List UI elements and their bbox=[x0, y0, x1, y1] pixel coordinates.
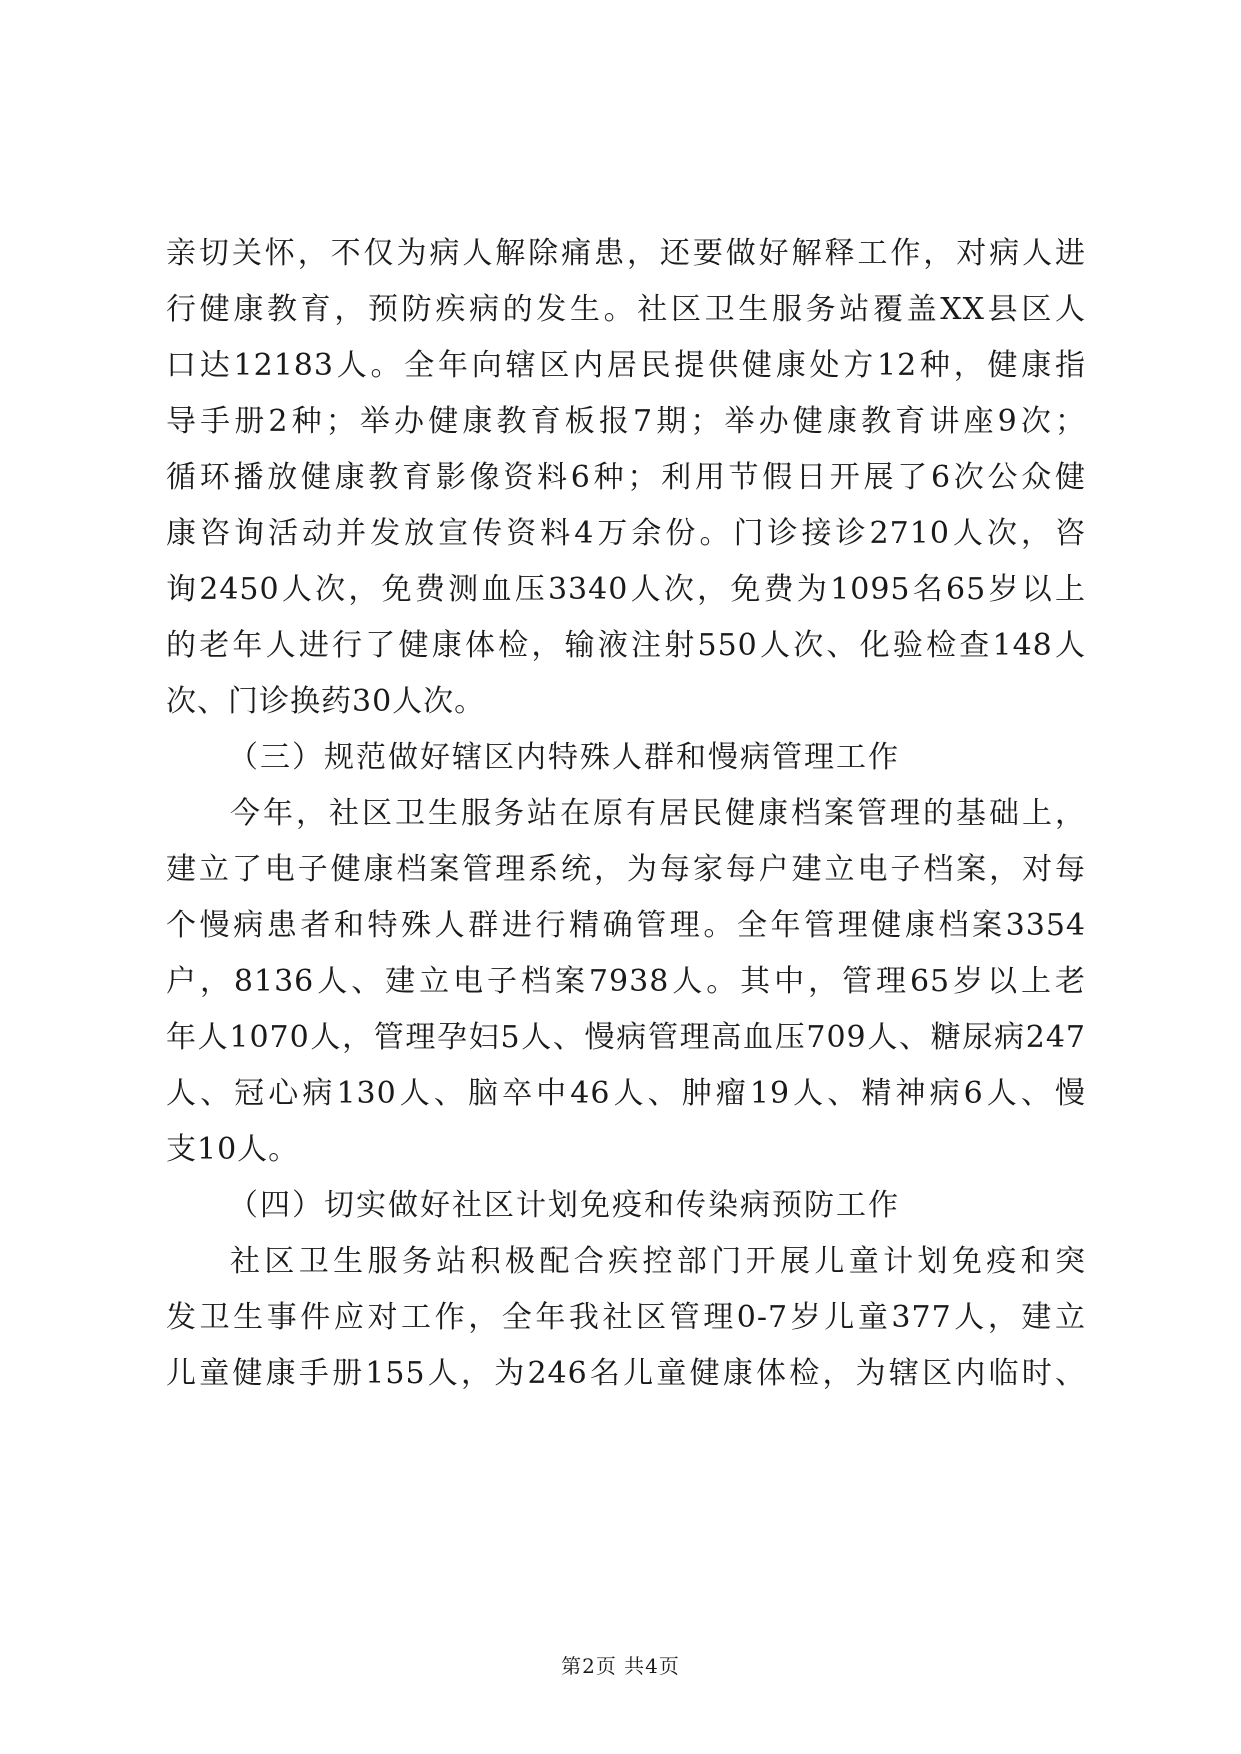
paragraph-line: 建立了电子健康档案管理系统，为每家每户建立电子档案，对每 bbox=[166, 852, 1086, 887]
paragraph-line: 户，8136人、建立电子档案7938人。其中，管理65岁以上老 bbox=[166, 964, 1086, 999]
paragraph-line: 循环播放健康教育影像资料6种；利用节假日开展了6次公众健 bbox=[166, 460, 1086, 495]
paragraph-line: 次、门诊换药30人次。 bbox=[166, 684, 486, 719]
paragraph-line: 儿童健康手册155人，为246名儿童健康体检，为辖区内临时、 bbox=[166, 1356, 1086, 1391]
paragraph-line: 人、冠心病130人、脑卒中46人、肿瘤19人、精神病6人、慢 bbox=[166, 1076, 1086, 1111]
paragraph-line: 导手册2种；举办健康教育板报7期；举办健康教育讲座9次； bbox=[166, 404, 1086, 439]
paragraph-line: 口达12183人。全年向辖区内居民提供健康处方12种，健康指 bbox=[166, 348, 1086, 383]
paragraph-line: 发卫生事件应对工作，全年我社区管理0-7岁儿童377人，建立 bbox=[166, 1300, 1086, 1335]
paragraph-line: 个慢病患者和特殊人群进行精确管理。全年管理健康档案3354 bbox=[166, 908, 1086, 943]
paragraph-line: 的老年人进行了健康体检，输液注射550人次、化验检查148人 bbox=[166, 628, 1086, 663]
paragraph-line: 询2450人次，免费测血压3340人次，免费为1095名65岁以上 bbox=[166, 572, 1086, 607]
section-heading: （四）切实做好社区计划免疫和传染病预防工作 bbox=[228, 1188, 900, 1223]
paragraph-line: 支10人。 bbox=[166, 1132, 300, 1167]
paragraph-line: 康咨询活动并发放宣传资料4万余份。门诊接诊2710人次，咨 bbox=[166, 516, 1086, 551]
paragraph-line: 行健康教育，预防疾病的发生。社区卫生服务站覆盖XX县区人 bbox=[166, 292, 1086, 327]
paragraph-line: 亲切关怀，不仅为病人解除痛患，还要做好解释工作，对病人进 bbox=[166, 236, 1086, 271]
paragraph-line: 社区卫生服务站积极配合疾控部门开展儿童计划免疫和突 bbox=[230, 1244, 1086, 1279]
section-heading: （三）规范做好辖区内特殊人群和慢病管理工作 bbox=[228, 740, 900, 775]
paragraph-line: 今年，社区卫生服务站在原有居民健康档案管理的基础上， bbox=[230, 796, 1086, 831]
paragraph-line: 年人1070人，管理孕妇5人、慢病管理高血压709人、糖尿病247 bbox=[166, 1020, 1086, 1055]
page-number-footer: 第2页 共4页 bbox=[561, 1654, 680, 1678]
